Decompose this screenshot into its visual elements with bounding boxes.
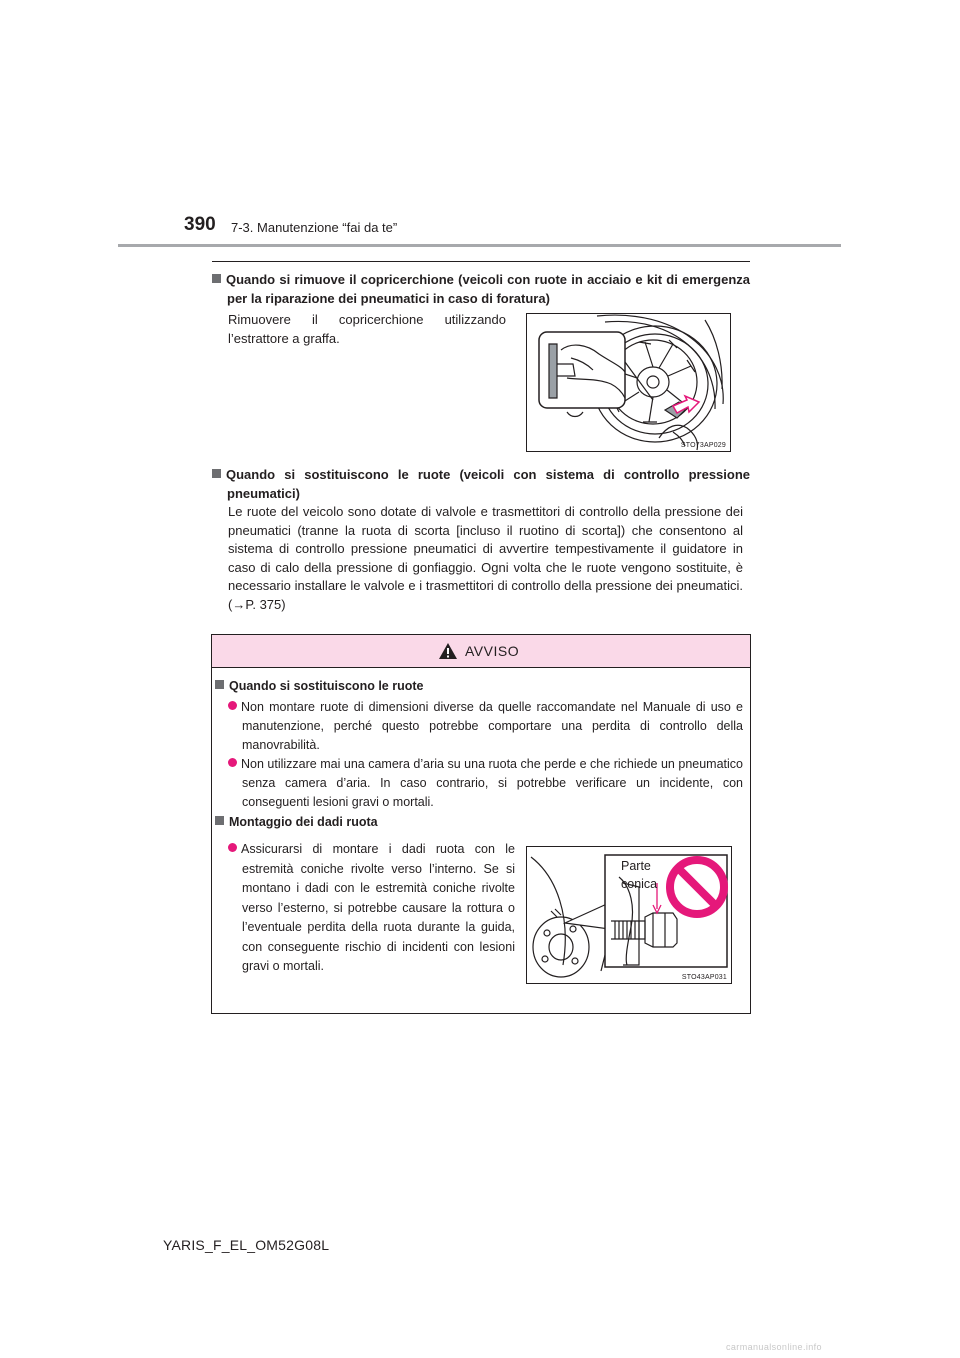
hubcap-illustration	[527, 314, 730, 451]
hubcap-removal-figure	[526, 313, 731, 452]
tpms-text-end: )	[281, 596, 286, 612]
heading-hubcap-removal	[212, 270, 750, 308]
round-bullet-icon	[228, 701, 237, 710]
warning-heading-lug-nuts	[215, 815, 378, 829]
hubcap-instruction	[228, 311, 506, 348]
section-title: 7-3. Manutenzione “fai da te”	[231, 220, 398, 235]
warning-title: AVVISO	[465, 643, 520, 659]
warning-heading-text: Montaggio dei dadi ruota	[229, 815, 378, 829]
warning-item-tapered-nuts	[228, 840, 515, 977]
heading-wheel-replacement	[212, 465, 750, 503]
warning-triangle-icon	[438, 642, 458, 660]
instruction-line-2: l’estrattore a graffa.	[228, 330, 340, 346]
tpms-text: Le ruote del veicolo sono dotate di valvole e trasmettitori di controllo della pressione dei pneumatici (tranne la ruota di scorta [incluso il ruotino di scorta]) che consentono al sistema di controllo pressione pneumatici di avvertire tempestivamente il guidatore in caso di calo della pressione di gonfiaggio. Ogni volta che le ruote vengono sostituite, è necessario installare le valvole e i trasmettitori di controllo della pressione dei pneumatici. (	[228, 504, 743, 612]
lug-nut-figure	[526, 846, 732, 984]
reference-arrow-icon: →	[232, 596, 246, 612]
round-bullet-icon	[228, 843, 237, 852]
square-bullet-icon	[215, 680, 224, 689]
warning-heading-text: Quando si sostituiscono le ruote	[229, 679, 424, 693]
square-bullet-icon	[215, 816, 224, 825]
tpms-paragraph	[228, 503, 743, 615]
figure-label-line-1: Parte	[621, 859, 651, 873]
warning-heading-wheels	[215, 679, 423, 693]
square-bullet-icon	[212, 469, 221, 478]
square-bullet-icon	[212, 274, 221, 283]
figure-label-line-2: conica	[621, 877, 658, 891]
figure-label	[621, 857, 657, 893]
warning-item-text: Assicurarsi di montare i dadi ruota con le estremità coniche rivolte verso l’interno. Se si montano i dadi con le estremità coniche rivolte verso l’esterno, si potrebbe causare la rottura o l’eventuale perdita della ruota durante la guida, con conseguente rischio di incidenti con lesioni gravi o mortali.	[241, 842, 515, 973]
round-bullet-icon	[228, 758, 237, 767]
header-rule	[118, 244, 841, 247]
page-number: 390	[184, 214, 216, 235]
figure-code: STO73AP029	[680, 442, 726, 449]
warning-item-text: Non montare ruote di dimensioni diverse da quelle raccomandate nel Manuale di uso e manutenzione, perché questo potrebbe comportare una perdita di controllo della manovrabilità.	[241, 700, 743, 752]
warning-header	[212, 635, 750, 668]
page-reference-link[interactable]: P. 375	[245, 596, 282, 612]
content-rule	[212, 261, 750, 262]
warning-item-wheel-size	[228, 698, 743, 755]
warning-item-inner-tube	[228, 755, 743, 812]
heading-text: Quando si rimuove il copricerchione (veicoli con ruote in acciaio e kit di emergenza per la riparazione dei pneumatici in caso di foratura)	[226, 272, 750, 306]
warning-item-text: Non utilizzare mai una camera d’aria su una ruota che perde e che richiede un pneumatico senza camera d’aria. In caso contrario, si potrebbe verificare un incidente, con conseguenti lesioni gravi o mortali.	[241, 757, 743, 809]
instruction-line-1: Rimuovere il copricerchione utilizzando	[228, 312, 506, 327]
watermark: carmanualsonline.info	[726, 1342, 822, 1352]
heading-text: Quando si sostituiscono le ruote (veicoli con sistema di controllo pressione pneumatici)	[226, 467, 750, 501]
figure-code: STO43AP031	[681, 974, 727, 981]
document-code: YARIS_F_EL_OM52G08L	[163, 1237, 330, 1253]
